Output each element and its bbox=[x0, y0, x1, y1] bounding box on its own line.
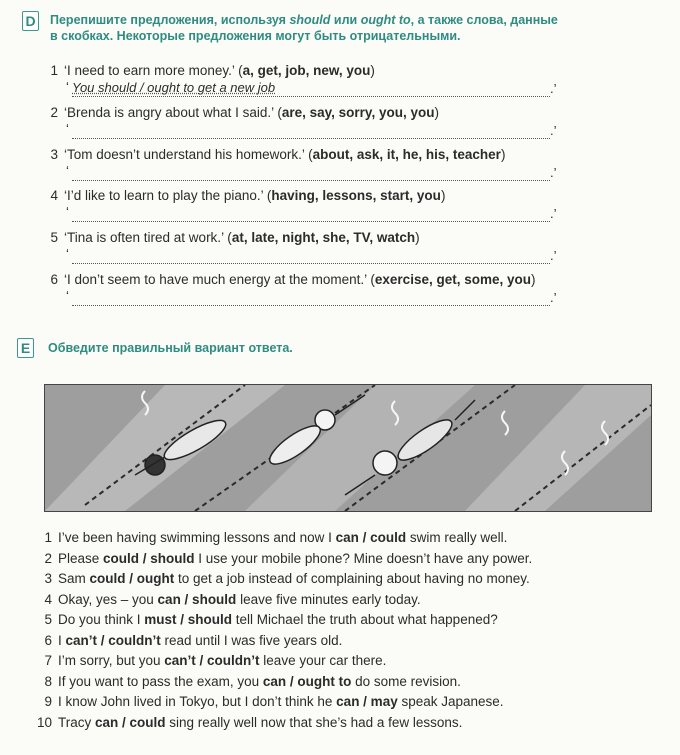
exercise-d-item bbox=[42, 63, 375, 78]
exercise-d-item bbox=[42, 188, 445, 203]
section-e-badge: E bbox=[17, 338, 34, 358]
exercise-e-item bbox=[36, 530, 507, 545]
close-quote: .’ bbox=[550, 248, 557, 263]
exercise-d-item bbox=[42, 230, 420, 245]
open-quote: ‘ bbox=[66, 79, 69, 94]
close-quote: .’ bbox=[550, 206, 557, 221]
item-text-after: I use your mobile phone? Mine doesn’t have any power. bbox=[194, 550, 533, 566]
item-close-paren: ) bbox=[530, 272, 536, 287]
item-text-before: Okay, yes – you bbox=[58, 591, 158, 607]
item-keywords: a, get, job, new, you bbox=[242, 63, 371, 78]
answer-line[interactable] bbox=[72, 220, 550, 222]
item-close-paren: ) bbox=[370, 63, 375, 78]
item-number: 6 bbox=[44, 632, 52, 648]
item-text-before: If you want to pass the exam, you bbox=[58, 673, 263, 689]
instruction-text: в скобках. Некоторые предложения могут быть отрицательными. bbox=[50, 29, 461, 43]
choice-options[interactable]: can / could bbox=[95, 714, 166, 730]
item-keywords: are, say, sorry, you, you bbox=[281, 105, 435, 120]
item-text-after: speak Japanese. bbox=[397, 694, 504, 709]
choice-options[interactable]: can / should bbox=[157, 591, 237, 607]
item-text-after: leave five minutes early today. bbox=[236, 591, 421, 607]
exercise-e-item bbox=[36, 592, 421, 607]
item-number: 9 bbox=[44, 694, 52, 709]
item-sentence: ‘I’d like to learn to play the piano.’ ( bbox=[64, 188, 272, 203]
example-answer: You should / ought to get a new job bbox=[72, 80, 276, 95]
item-number: 3 bbox=[50, 147, 58, 162]
exercise-d-item bbox=[42, 147, 505, 162]
item-text-after: to get a job instead of complaining about having no money. bbox=[174, 571, 530, 586]
item-keywords: at, late, night, she, TV, watch bbox=[231, 230, 416, 245]
open-quote: ‘ bbox=[66, 246, 69, 261]
exercise-e-item bbox=[36, 551, 532, 566]
open-quote: ‘ bbox=[66, 121, 69, 136]
choice-options[interactable]: can’t / couldn’t bbox=[65, 632, 161, 648]
instruction-ought: ought to bbox=[360, 13, 411, 27]
close-quote: .’ bbox=[550, 165, 557, 180]
item-number: 4 bbox=[44, 591, 52, 607]
item-keywords: having, lessons, start, you bbox=[271, 188, 441, 203]
item-sentence: ‘Brenda is angry about what I said.’ ( bbox=[64, 105, 282, 120]
answer-line[interactable] bbox=[72, 179, 550, 181]
item-text-after: tell Michael the truth about what happened? bbox=[232, 612, 498, 627]
exercise-d-item bbox=[42, 272, 535, 287]
choice-options[interactable]: can’t / couldn’t bbox=[164, 653, 260, 668]
item-keywords: about, ask, it, he, his, teacher bbox=[312, 147, 501, 162]
close-quote: .’ bbox=[550, 81, 557, 96]
exercise-e-item bbox=[36, 612, 498, 627]
choice-options[interactable]: can / could bbox=[335, 530, 407, 545]
item-text-before: Sam bbox=[58, 571, 90, 586]
exercise-d-item bbox=[42, 105, 439, 120]
item-number: 2 bbox=[50, 105, 58, 120]
section-d-instruction bbox=[50, 12, 670, 44]
choice-options[interactable]: must / should bbox=[144, 612, 233, 627]
swimmers-drawing bbox=[45, 385, 651, 511]
item-text-after: read until I was five years old. bbox=[160, 632, 343, 648]
exercise-e-item bbox=[36, 571, 530, 586]
section-e-instruction: Обведите правильный вариант ответа. bbox=[48, 341, 293, 355]
choice-options[interactable]: could / should bbox=[103, 550, 195, 566]
item-text-before: Please bbox=[58, 550, 104, 566]
item-number: 8 bbox=[44, 673, 52, 689]
item-close-paren: ) bbox=[434, 105, 439, 120]
item-text-before: I bbox=[58, 632, 66, 648]
item-number: 7 bbox=[44, 653, 52, 668]
item-text-after: do some revision. bbox=[351, 673, 461, 689]
exercise-e-item bbox=[36, 653, 386, 668]
open-quote: ‘ bbox=[66, 204, 69, 219]
choice-options[interactable]: can / may bbox=[336, 694, 398, 709]
instruction-text: , а также слова, данные bbox=[410, 13, 558, 27]
item-number: 6 bbox=[50, 272, 58, 287]
item-close-paren: ) bbox=[415, 230, 420, 245]
answer-line[interactable] bbox=[72, 137, 550, 139]
item-sentence: ‘Tom doesn’t understand his homework.’ ( bbox=[64, 147, 313, 162]
item-text-after: swim really well. bbox=[406, 530, 508, 545]
item-text-before: Do you think I bbox=[58, 612, 145, 627]
item-sentence: ‘Tina is often tired at work.’ ( bbox=[64, 230, 232, 245]
choice-options[interactable]: could / ought bbox=[89, 571, 175, 586]
item-sentence: ‘I need to earn more money.’ ( bbox=[64, 63, 243, 78]
item-text-before: Tracy bbox=[58, 714, 95, 730]
close-quote: .’ bbox=[550, 290, 557, 305]
item-text-after: leave your car there. bbox=[259, 653, 387, 668]
item-sentence: ‘I don’t seem to have much energy at the moment.’ ( bbox=[64, 272, 375, 287]
item-text-before: I’m sorry, but you bbox=[58, 653, 165, 668]
item-number: 3 bbox=[44, 571, 52, 586]
swimming-pool-illustration bbox=[44, 384, 652, 512]
close-quote: .’ bbox=[550, 123, 557, 138]
item-text-before: I know John lived in Tokyo, but I don’t think he bbox=[58, 694, 337, 709]
item-close-paren: ) bbox=[440, 188, 446, 203]
item-number: 1 bbox=[44, 530, 52, 545]
item-number: 4 bbox=[50, 188, 58, 203]
section-d-badge: D bbox=[22, 11, 39, 31]
exercise-e-item bbox=[36, 633, 342, 648]
instruction-text: или bbox=[330, 13, 361, 27]
item-number: 5 bbox=[50, 230, 58, 245]
open-quote: ‘ bbox=[66, 288, 69, 303]
item-number: 5 bbox=[44, 612, 52, 627]
item-number: 10 bbox=[36, 714, 52, 730]
instruction-text: Перепишите предложения, используя bbox=[50, 13, 290, 27]
choice-options[interactable]: can / ought to bbox=[262, 673, 352, 689]
item-text-after: sing really well now that she’s had a few lessons. bbox=[165, 714, 463, 730]
item-number: 1 bbox=[50, 63, 58, 78]
item-number: 2 bbox=[44, 550, 52, 566]
item-keywords: exercise, get, some, you bbox=[374, 272, 531, 287]
answer-line[interactable] bbox=[72, 95, 550, 97]
exercise-e-item bbox=[36, 715, 462, 730]
exercise-e-item bbox=[36, 674, 461, 689]
exercise-e-item bbox=[36, 694, 504, 709]
instruction-should: should bbox=[289, 13, 331, 27]
answer-line[interactable] bbox=[72, 304, 550, 306]
answer-line[interactable] bbox=[72, 262, 550, 264]
open-quote: ‘ bbox=[66, 163, 69, 178]
item-close-paren: ) bbox=[500, 147, 506, 162]
item-text-before: I’ve been having swimming lessons and now I bbox=[58, 530, 336, 545]
